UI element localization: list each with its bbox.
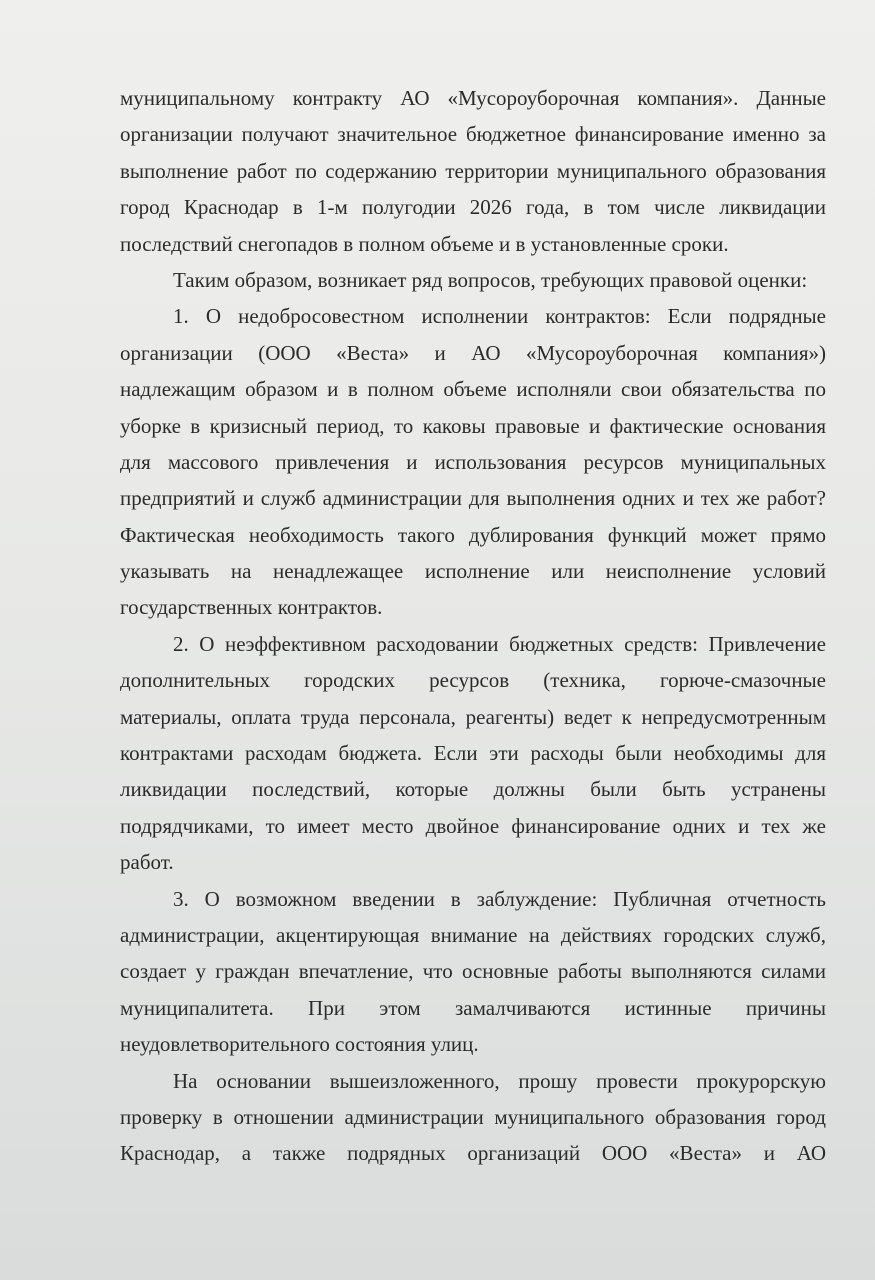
text-line: проверку в отношении администрации муниципального образования город [120, 1104, 826, 1129]
text-line: последствий снегопадов в полном объеме и в установленные сроки. [120, 231, 729, 256]
text-line: организации (ООО «Веста» и АО «Мусороуборочная компания») [120, 340, 826, 365]
paragraph [120, 626, 826, 881]
paragraph [120, 881, 826, 1063]
text-line: город Краснодар в 1-м полугодии 2026 года, в том числе ликвидации [120, 195, 826, 220]
text-line: дополнительных городских ресурсов (техника, горюче-смазочные [120, 668, 826, 693]
text-line: для массового привлечения и использования ресурсов муниципальных [120, 449, 826, 474]
text-line: На основании вышеизложенного, прошу провести прокурорскую [173, 1068, 826, 1093]
text-line: муниципальному контракту АО «Мусороуборочная компания». Данные [120, 86, 826, 110]
paragraph [120, 80, 826, 262]
text-line: неудовлетворительного состояния улиц. [120, 1032, 479, 1057]
text-line: выполнение работ по содержанию территории муниципального образования [120, 158, 826, 183]
text-line: Фактическая необходимость такого дублирования функций может прямо [120, 522, 826, 547]
text-line: государственных контрактов. [120, 595, 383, 620]
text-line: создает у граждан впечатление, что основные работы выполняются силами [120, 959, 826, 984]
paragraph [120, 1063, 826, 1172]
text-line: подрядчиками, то имеет место двойное финансирование одних и тех же [120, 813, 826, 838]
text-line: 2. О неэффективном расходовании бюджетных средств: Привлечение [173, 631, 826, 656]
text-line: предприятий и служб администрации для выполнения одних и тех же работ? [120, 486, 826, 511]
text-line: муниципалитета. При этом замалчиваются истинные причины [120, 995, 826, 1020]
text-line: указывать на ненадлежащее исполнение или неисполнение условий [120, 559, 826, 584]
paragraph [120, 262, 826, 298]
text-line: надлежащим образом и в полном объеме исполняли свои обязательства по [120, 377, 826, 402]
paragraph [120, 298, 826, 626]
text-line: работ. [120, 850, 174, 875]
document-page [120, 80, 826, 1172]
text-line: материалы, оплата труда персонала, реагенты) ведет к непредусмотренным [120, 704, 826, 729]
text-line: организации получают значительное бюджетное финансирование именно за [120, 122, 826, 147]
text-line: Таким образом, возникает ряд вопросов, требующих правовой оценки: [173, 267, 808, 292]
text-line: ликвидации последствий, которые должны были быть устранены [120, 777, 826, 802]
text-line: администрации, акцентирующая внимание на действиях городских служб, [120, 922, 826, 947]
text-line: уборке в кризисный период, то каковы правовые и фактические основания [120, 413, 826, 438]
text-line: контрактами расходам бюджета. Если эти расходы были необходимы для [120, 741, 826, 766]
text-line: 1. О недобросовестном исполнении контрактов: Если подрядные [173, 304, 826, 329]
text-line: Краснодар, а также подрядных организаций ООО «Веста» и АО [120, 1141, 826, 1166]
text-line: 3. О возможном введении в заблуждение: Публичная отчетность [173, 886, 826, 911]
